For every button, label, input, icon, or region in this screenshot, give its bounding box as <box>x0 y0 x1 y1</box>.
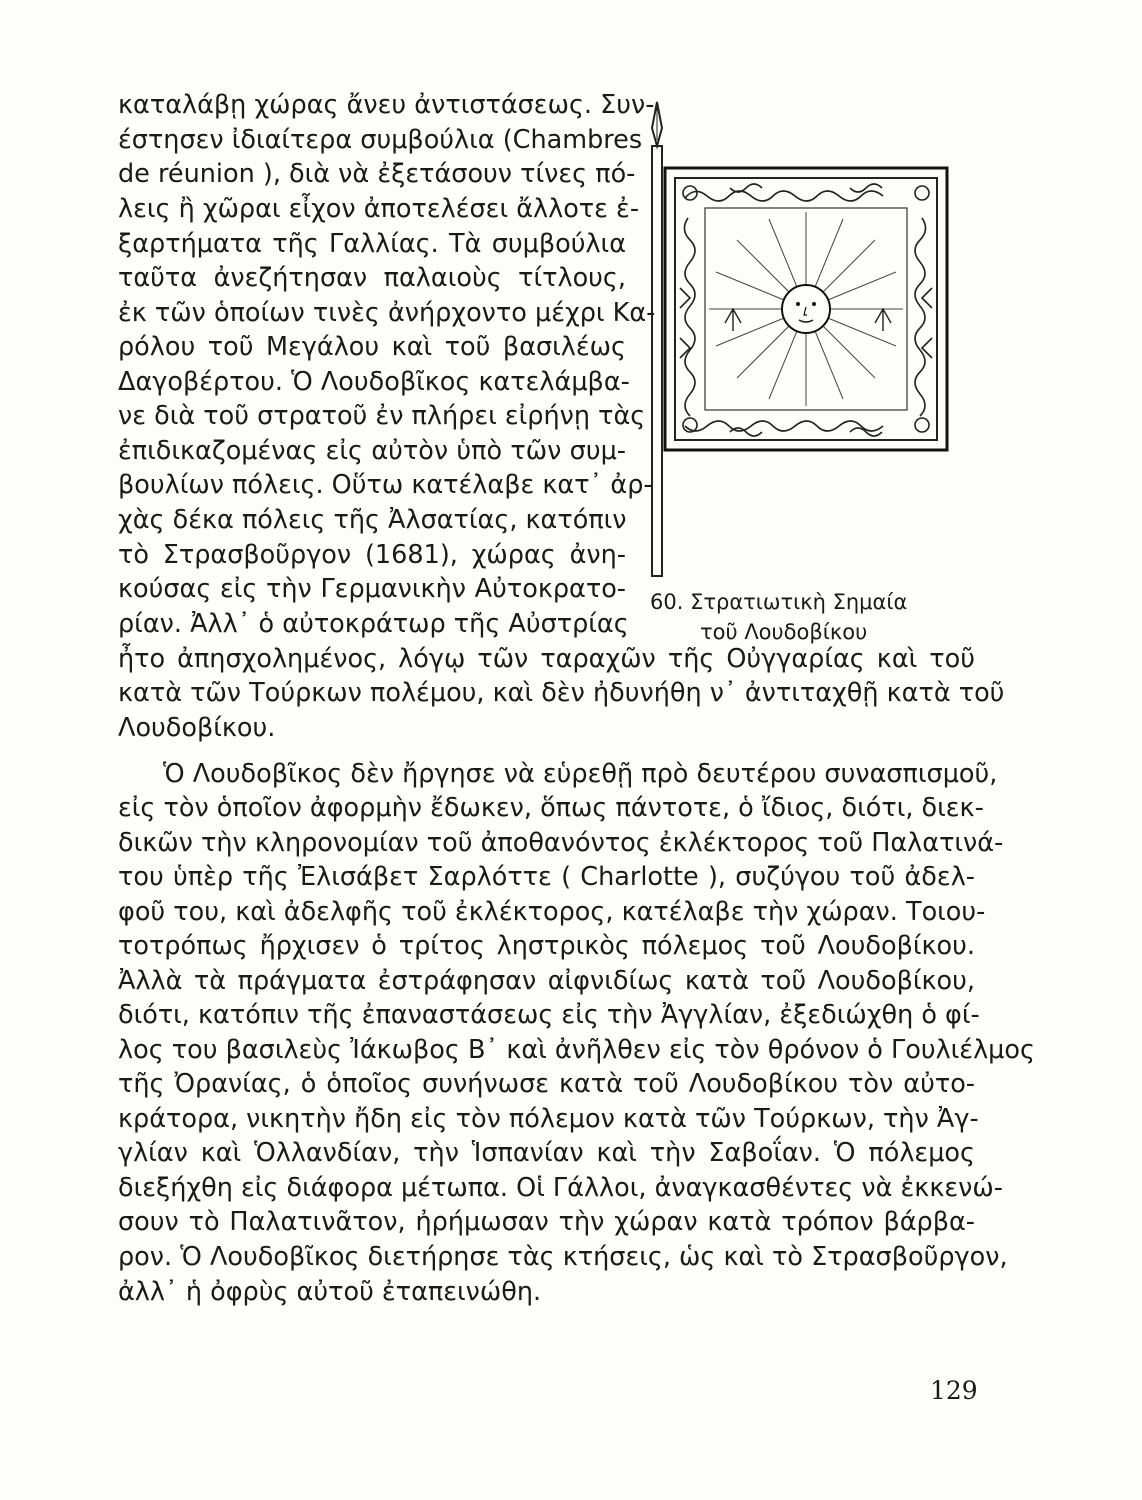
text-line: Δαγοβέρτου. Ὁ Λουδοβῖκος κατελάμβα- <box>118 367 630 397</box>
text-line: λος του βασιλεὺς Ἰάκωβος Β᾽ καὶ ἀνῆλθεν εἰς τὸν θρόνον ὁ Γουλιέλμος <box>118 1035 1035 1065</box>
text-line: κράτορα, νικητὴν ἤδη εἰς τὸν πόλεμον κατὰ τῶν Τούρκων, τὴν Ἀγ- <box>118 1104 979 1134</box>
text-line: ἐκ τῶν ὁποίων τινὲς ἀνήρχοντο μέχρι Κα- <box>118 298 656 328</box>
text-line: Ἀλλὰ τὰ πράγματα ἐστράφησαν αἰφνιδίως κατὰ τοῦ Λουδοβίκου, <box>118 966 975 996</box>
text-line: νε διὰ τοῦ στρατοῦ ἐν πλήρει εἰρήνῃ τὰς <box>118 401 646 431</box>
text-line: ἀλλ᾽ ἡ ὀφρὺς αὐτοῦ ἐταπεινώθη. <box>118 1277 542 1307</box>
text-line: de réunion ), διὰ νὰ ἐξετάσουν τίνες πό- <box>118 159 636 189</box>
military-flag-sun-icon <box>630 88 975 588</box>
text-line: έστησεν ἰδιαίτερα συμβούλια (Chambres <box>118 125 643 155</box>
flag-figure <box>630 88 975 648</box>
text-line: ἐπιδικαζομένας εἰς αὐτὸν ὑπὸ τῶν συμ- <box>118 436 626 466</box>
figure-caption-title: 60. Στρατιωτικὴ Σημαία <box>650 590 908 614</box>
text-line: τὸ Στρασβοῦργον (1681), χώρας ἀνη- <box>118 540 626 570</box>
text-line: ρίαν. Ἀλλ᾽ ὁ αὐτοκράτωρ τῆς Αὐστρίας <box>118 609 629 639</box>
text-line: ἦτο ἀπησχολημένος, λόγῳ τῶν ταραχῶν τῆς Οὐγγαρίας καὶ τοῦ <box>118 644 975 674</box>
text-line: διεξήχθη εἰς διάφορα μέτωπα. Οἱ Γάλλοι, ἀναγκασθέντες νὰ ἐκκενώ- <box>118 1173 1003 1203</box>
text-line: δικῶν τὴν κληρονομίαν τοῦ ἀποθανόντος ἐκλέκτορος τοῦ Παλατινά- <box>118 828 1004 858</box>
text-line: σουν τὸ Παλατινᾶτον, ἠρήμωσαν τὴν χώραν κατὰ τρόπον βάρβα- <box>118 1207 975 1237</box>
text-line: εἰς τὸν ὁποῖον ἀφορμὴν ἔδωκεν, ὅπως πάντοτε, ὁ ἴδιος, διότι, διεκ- <box>118 793 984 823</box>
text-line: γλίαν καὶ Ὁλλανδίαν, τὴν Ἱσπανίαν καὶ τὴν Σαβοΐαν. Ὁ πόλεμος <box>118 1138 975 1168</box>
text-line: χὰς δέκα πόλεις τῆς Ἀλσατίας, κατόπιν <box>118 505 627 535</box>
text-line: κούσας εἰς τὴν Γερμανικὴν Αὐτοκρατο- <box>118 574 626 604</box>
text-line: φοῦ του, καὶ ἀδελφῆς τοῦ ἐκλέκτορος, κατέλαβε τὴν χώραν. Τοιου- <box>118 897 986 927</box>
text-line: κατὰ τῶν Τούρκων πολέμου, καὶ δὲν ἠδυνήθη ν᾽ ἀντιταχθῇ κατὰ τοῦ <box>118 678 1005 708</box>
text-line: τῆς Ὀρανίας, ὁ ὁποῖος συνήνωσε κατὰ τοῦ Λουδοβίκου τὸν αὐτο- <box>118 1069 975 1099</box>
text-line: ρόλου τοῦ Μεγάλου καὶ τοῦ βασιλέως <box>118 332 626 362</box>
text-line: Ὁ Λουδοβῖκος δὲν ἤργησε νὰ εὑρεθῇ πρὸ δευτέρου συνασπισμοῦ, <box>163 759 998 789</box>
text-line: ξαρτήματα τῆς Γαλλίας. Τὰ συμβούλια <box>118 229 626 259</box>
page-number: 129 <box>930 1376 978 1405</box>
text-line: διότι, κατόπιν τῆς ἐπαναστάσεως εἰς τὴν Ἀγγλίαν, ἐξεδιώχθη ὁ φί- <box>118 1000 980 1030</box>
text-line: καταλάβῃ χώρας ἄνευ ἀντιστάσεως. Συν- <box>118 90 655 120</box>
figure-caption-subtitle: τοῦ Λουδοβίκου <box>700 620 868 644</box>
text-line: λεις ἢ χῶραι εἶχον ἀποτελέσει ἄλλοτε ἐ- <box>118 194 640 224</box>
text-line: ρον. Ὁ Λουδοβῖκος διετήρησε τὰς κτήσεις, ὡς καὶ τὸ Στρασβοῦργον, <box>118 1242 1008 1272</box>
text-line: βουλίων πόλεις. Οὕτω κατέλαβε κατ᾽ ἀρ- <box>118 470 653 500</box>
text-line: ταῦτα ἀνεζήτησαν παλαιοὺς τίτλους, <box>118 263 626 293</box>
text-line: Λουδοβίκου. <box>118 713 276 743</box>
text-line: τοτρόπως ἤρχισεν ὁ τρίτος ληστρικὸς πόλεμος τοῦ Λουδοβίκου. <box>118 931 975 961</box>
text-line: του ὑπὲρ τῆς Ἐλισάβετ Σαρλόττε ( Charlotte ), συζύγου τοῦ ἀδελ- <box>118 862 975 892</box>
